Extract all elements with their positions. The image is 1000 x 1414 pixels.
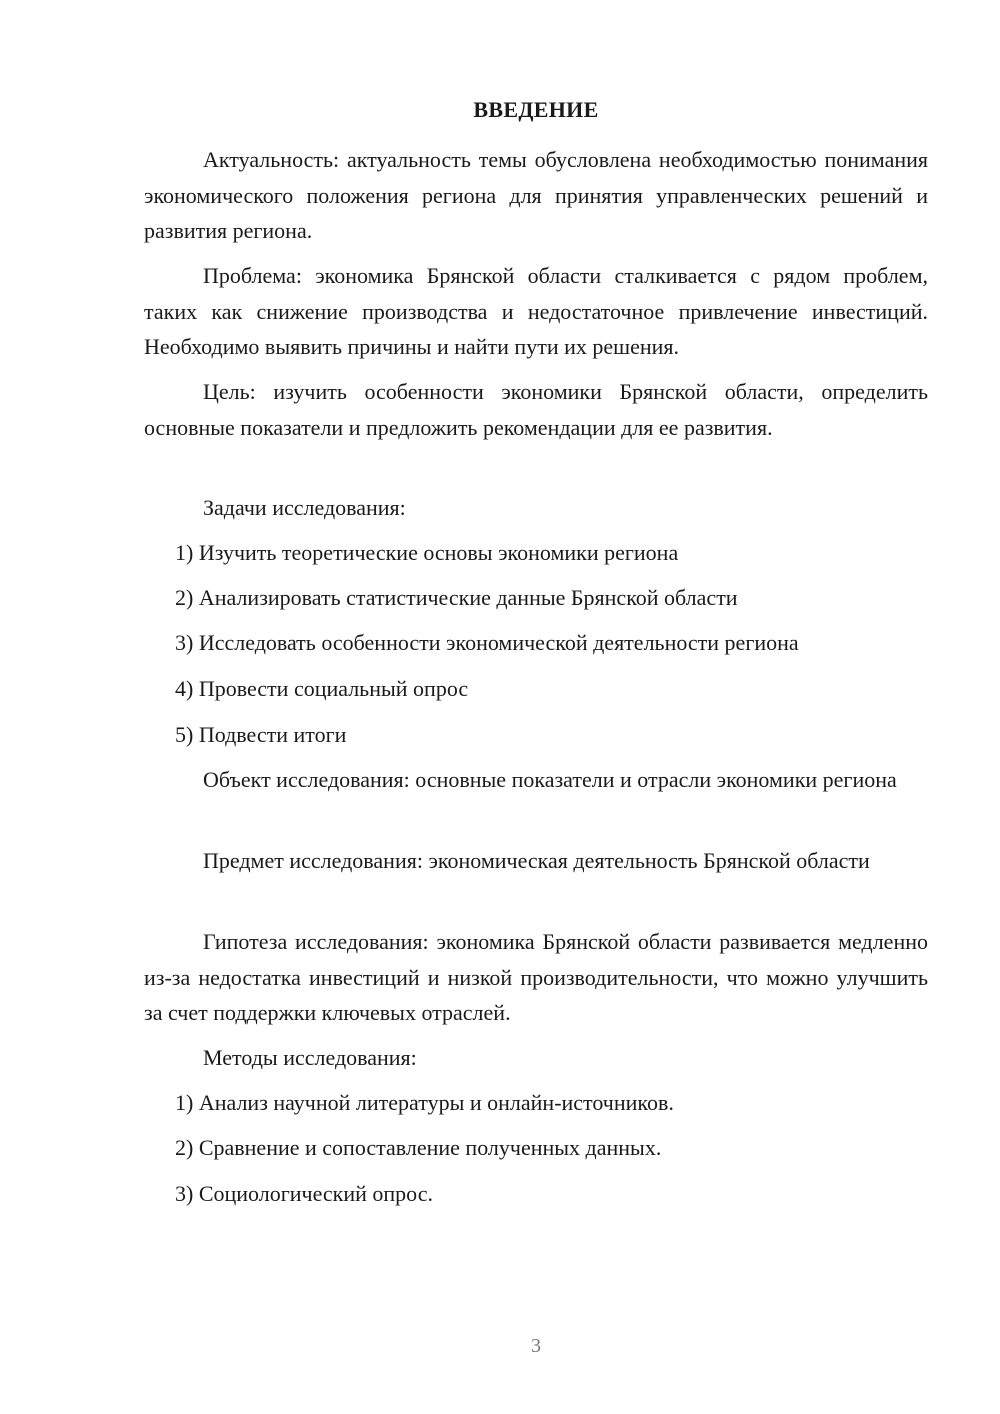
task-item-3: 3) Исследовать особенности экономической деятельности региона xyxy=(175,630,799,655)
page-number: 3 xyxy=(531,1335,541,1357)
hypothesis-paragraph: Гипотеза исследования: экономика Брянской области развивается медленно из-за недостатка инвестиций и низкой производительности, что можно улучшить за счет поддержки ключевых отраслей. xyxy=(144,929,928,1025)
task-item-5: 5) Подвести итоги xyxy=(175,722,347,747)
subject-paragraph: Предмет исследования: экономическая деятельность Брянской области xyxy=(203,848,870,873)
task-item-2: 2) Анализировать статистические данные Брянской области xyxy=(175,585,738,610)
task-item-4: 4) Провести социальный опрос xyxy=(175,676,469,701)
problem-paragraph: Проблема: экономика Брянской области сталкивается с рядом проблем, таких как снижение производства и недостаточное привлечение инвестиций. Необходимо выявить причины и найти пути их решения. xyxy=(144,263,928,359)
tasks-title: Задачи исследования: xyxy=(203,495,406,520)
task-item-1: 1) Изучить теоретические основы экономики региона xyxy=(175,540,679,565)
section-heading: ВВЕДЕНИЕ xyxy=(473,97,599,122)
methods-title: Методы исследования: xyxy=(203,1045,417,1070)
goal-paragraph: Цель: изучить особенности экономики Брянской области, определить основные показатели и предложить рекомендации для ее развития. xyxy=(144,379,928,440)
method-item-3: 3) Социологический опрос. xyxy=(175,1181,433,1206)
method-item-1: 1) Анализ научной литературы и онлайн-источников. xyxy=(175,1090,674,1115)
object-paragraph: Объект исследования: основные показатели и отрасли экономики региона xyxy=(203,767,897,792)
method-item-2: 2) Сравнение и сопоставление полученных данных. xyxy=(175,1135,662,1160)
relevance-paragraph: Актуальность: актуальность темы обусловлена необходимостью понимания экономического положения региона для принятия управленческих решений и развития региона. xyxy=(144,147,928,243)
document-page xyxy=(144,0,928,1414)
